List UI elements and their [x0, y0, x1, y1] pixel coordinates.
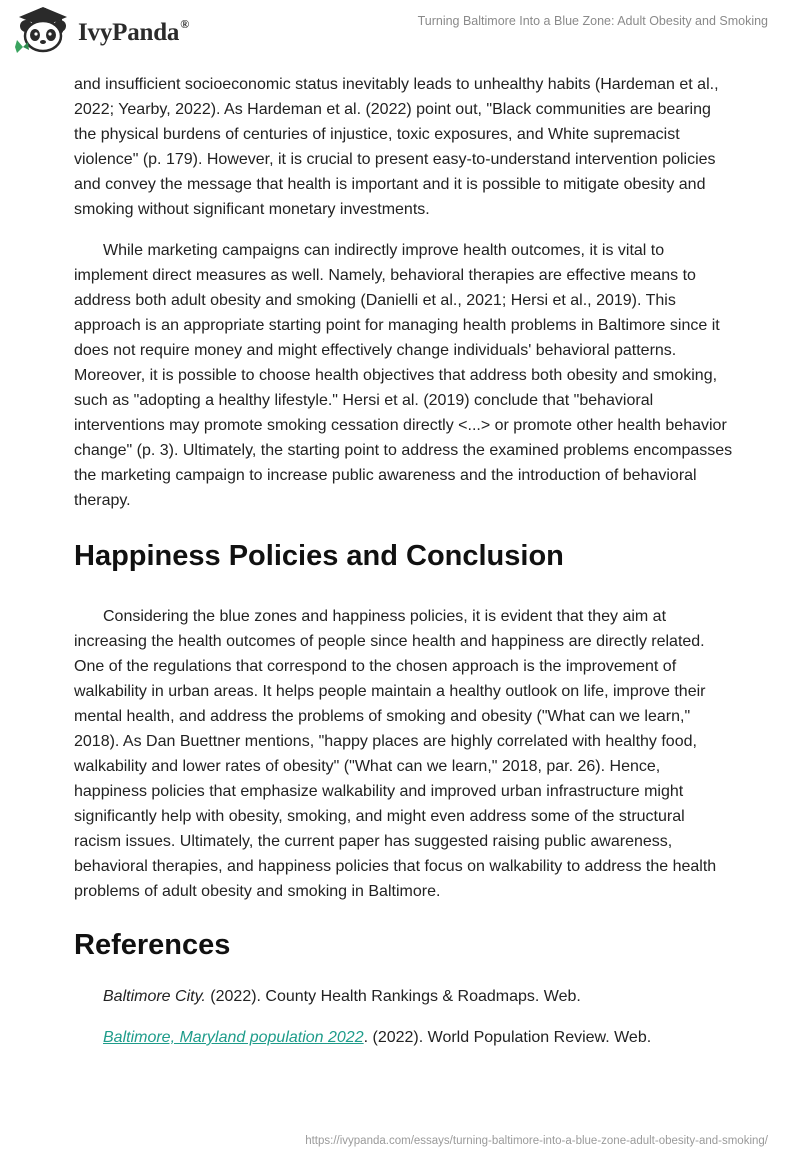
reference-link[interactable]: Baltimore, Maryland population 2022 — [103, 1029, 364, 1046]
reference-details: (2022). County Health Rankings & Roadmaps. Web. — [205, 988, 581, 1005]
reference-item — [103, 984, 734, 1009]
section-heading-happiness: Happiness Policies and Conclusion — [74, 540, 564, 572]
page-header — [0, 0, 800, 70]
ivypanda-logo[interactable] — [14, 6, 189, 54]
panda-graduate-icon — [14, 6, 72, 54]
document-title: Turning Baltimore Into a Blue Zone: Adult Obesity and Smoking — [417, 14, 768, 28]
reference-item — [103, 1025, 734, 1050]
paragraph-1: and insufficient socioeconomic status inevitably leads to unhealthy habits (Hardeman et al., 2022; Yearby, 2022). As Hardeman et al. (2022) point out, "Black communities are bearing the physical burdens of centuries of injustice, toxic exposures, and White supremacist violence" (p. 179). However, it is crucial to present easy-to-understand intervention policies and convey the message that health is important and it is possible to mitigate obesity and smoking without significant monetary investments. — [74, 76, 719, 218]
reference-details: . (2022). World Population Review. Web. — [363, 1029, 652, 1046]
reference-title: Baltimore City. — [103, 988, 206, 1005]
paragraph-3: Considering the blue zones and happiness policies, it is evident that they aim at increasing the health outcomes of people since health and happiness are directly related. One of the regulations that correspond to the chosen approach is the improvement of walkability in urban areas. It helps people maintain a healthy outlook on life, improve their mental health, and address the problems of smoking and obesity ("What can we learn," 2018). As Dan Buettner mentions, "happy places are highly correlated with healthy food, walkability and lower rates of obesity" ("What can we learn," 2018, par. 26). Hence, happiness policies that emphasize walkability and improved urban infrastructure might significantly help with obesity, smoking, and might even address some of the structural racism issues. Ultimately, the current paper has suggested raising public awareness, behavioral therapies, and happiness policies that focus on walkability to address the health problems of adult obesity and smoking in Baltimore. — [74, 608, 717, 900]
paragraph-2: While marketing campaigns can indirectly improve health outcomes, it is vital to implement direct measures as well. Namely, behavioral therapies are effective means to address both adult obesity and smoking (Danielli et al., 2021; Hersi et al., 2019). This approach is an appropriate starting point for managing health problems in Baltimore since it does not require money and might effectively change individuals' behavioral patterns. Moreover, it is possible to choose health objectives that address both obesity and smoking, such as "adopting a healthy lifestyle." Hersi et al. (2019) conclude that "behavioral interventions may promote smoking cessation directly <...> or promote other health behavior change" (p. 3). Ultimately, the starting point to address the examined problems encompasses the marketing campaign to increase public awareness and the introduction of behavioral therapy. — [74, 242, 733, 509]
brand-name: IvyPanda® — [78, 17, 189, 46]
essay-body — [74, 72, 734, 1050]
section-heading-references: References — [74, 929, 231, 961]
registered-mark: ® — [180, 17, 189, 31]
source-url[interactable]: https://ivypanda.com/essays/turning-baltimore-into-a-blue-zone-adult-obesity-and-smoking/ — [305, 1135, 768, 1147]
